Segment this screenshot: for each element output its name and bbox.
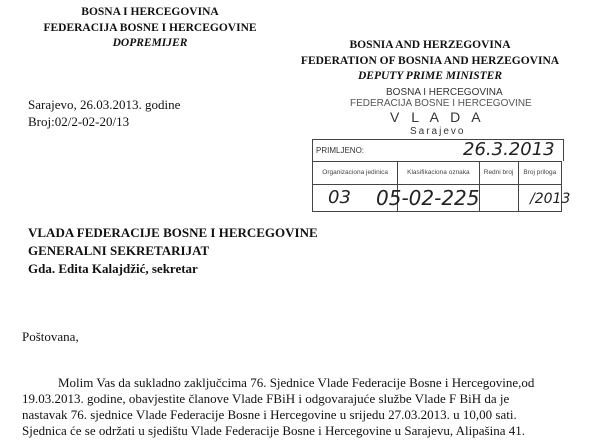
left-header-country: BOSNA I HERCEGOVINA	[81, 6, 219, 18]
stamp-line-3: V L A D A	[390, 109, 485, 125]
stamp-col-class: Klasifikaciona oznaka	[398, 162, 479, 185]
left-header-federation: FEDERACIJA BOSNE I HERCEGOVINE	[43, 21, 257, 34]
stamp-col-org: Organizaciona jedinica	[313, 162, 398, 185]
salutation: Poštovana,	[22, 329, 79, 344]
document-number: Broj:02/2-02-20/13	[28, 114, 130, 129]
left-header	[40, 5, 260, 52]
place-date: Sarajevo, 26.03.2013. godine	[28, 97, 181, 112]
stamp-serial-value: 05-02-225	[376, 186, 480, 210]
body-line-4: Sjednica će se održati u sjedištu Vlade Federacije Bosne i Hercegovine u Sarajevu, Alipašina 41.	[22, 423, 525, 438]
body-line-2: 19.03.2013. godine, obavjestite članove Vlade FBiH i odgovarajuće službe Vlade F BiH da je	[22, 391, 510, 406]
recipient-department: GENERALNI SEKRETARIJAT	[28, 243, 210, 258]
stamp-col-serial: Redni broj	[479, 162, 518, 185]
stamp-col-attachments: Broj priloga	[518, 162, 561, 185]
body-line-1: Molim Vas da sukladno zaključcima 76. Sjednice Vlade Federacije Bosne i Hercegovine,od	[58, 375, 535, 390]
recipient-institution: VLADA FEDERACIJE BOSNE I HERCEGOVINE	[28, 225, 318, 240]
body-line-3: nastavak 76. sjednice Vlade Federacije Bosne i Hercegovine u srijedu 27.03.2013. u 10,00 sati.	[22, 407, 517, 422]
recipient-person: Gda. Edita Kalajdžić, sekretar	[28, 261, 198, 276]
stamp-received-date: 26.3.2013	[463, 139, 555, 160]
stamp-received-label: PRIMLJENO:	[316, 146, 365, 155]
stamp-line-2: FEDERACIJA BOSNE I HERCEGOVINE	[350, 98, 532, 109]
right-header-country: BOSNIA AND HERZEGOVINA	[349, 39, 511, 51]
stamp-line-4: Sarajevo	[410, 126, 466, 137]
left-header-office: DOPREMIJER	[112, 37, 188, 49]
stamp-org-value: 03	[328, 187, 351, 208]
right-header	[300, 38, 560, 85]
stamp-line-1: BOSNA I HERCEGOVINA	[386, 87, 503, 98]
right-header-federation: FEDERATION OF BOSNIA AND HERZEGOVINA	[300, 54, 560, 67]
stamp-received-row	[312, 139, 564, 161]
right-header-office: DEPUTY PRIME MINISTER	[358, 70, 502, 82]
stamp-year-value: /2013	[530, 191, 571, 207]
